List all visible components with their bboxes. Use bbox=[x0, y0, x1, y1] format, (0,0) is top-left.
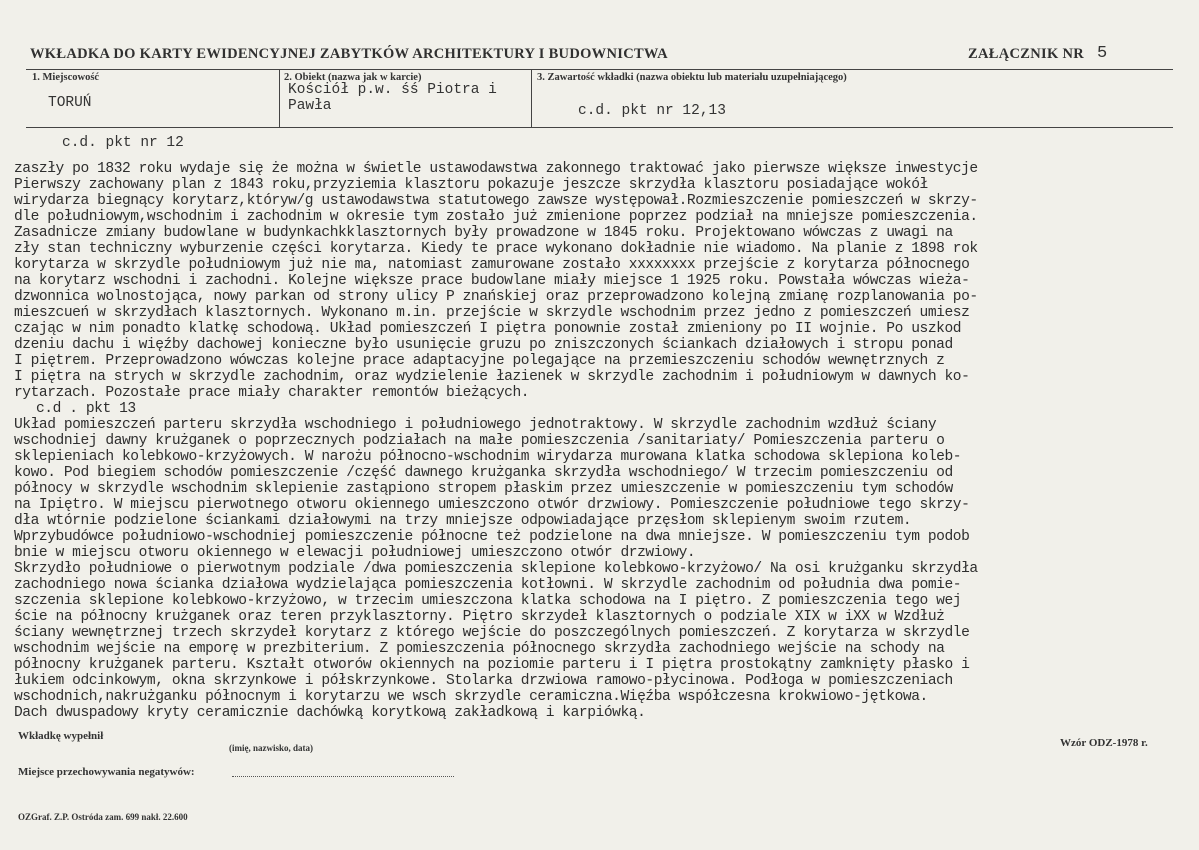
text-line: dle południowym,wschodnim i zachodnim w okresie tym zostało już zmienione poprzez podział na mniejsze pomieszczenia. bbox=[14, 209, 978, 225]
fields-bottom-rule bbox=[26, 127, 1173, 128]
text-line: sklepieniach kolebkowo-krzyżowych. W narożu północno-wschodnim wirydarza murowana klatka schodowa sklepiona koleb- bbox=[14, 449, 962, 465]
signature-label: Wkładkę wypełnił bbox=[18, 730, 104, 742]
print-info: OZGraf. Z.P. Ostróda zam. 699 nakł. 22.600 bbox=[18, 812, 188, 822]
text-line: wirydarza biegnący korytarz,któryw/g ustawodawstwa statutowego zawsze występował.Rozmieszczenie pomieszczeń w skrzy- bbox=[14, 193, 978, 209]
text-line: czając w nim ponadto klatkę schodową. Układ pomieszczeń I piętra ponownie został zmieniony po II wojnie. Po uszkod bbox=[14, 321, 962, 337]
location-label: 1. Miejscowość bbox=[32, 72, 100, 83]
text-line: zachodniego nowa ścianka działowa wydzielająca pomieszczenia kotłowni. W skrzydle zachodnim od południa dwa pomie- bbox=[14, 577, 962, 593]
text-line: rytarzach. Pozostałe prace miały charakter remontów bieżących. bbox=[14, 385, 530, 401]
text-line: północy w skrzydle wschodnim sklepienie zastąpiono stropem płaskim przez umieszczenie w pomieszczeniu tym schodów bbox=[14, 481, 953, 497]
text-line: dzwonnica wolnostojąca, nowy parkan od strony ulicy P znańskiej oraz przeprowadzono kolejną zmianę rozplanowania po- bbox=[14, 289, 978, 305]
text-line: korytarza w skrzydle południowym już nie ma, natomiast zamurowane zostało xxxxxxxx przejście z korytarza północnego bbox=[14, 257, 970, 273]
form-title: WKŁADKA DO KARTY EWIDENCYJNEJ ZABYTKÓW ARCHITEKTURY I BUDOWNICTWA bbox=[30, 46, 668, 62]
text-line: bnie w miejscu otworu okiennego w elewacji południowej umieszczono otwór drzwiowy. bbox=[14, 545, 696, 561]
text-line: wschodnich,nakrużganku północnym i korytarzu we wsch skrzydle ceramiczna.Więźba współczesna krokwiowo-jętkowa. bbox=[14, 689, 928, 705]
text-line: zaszły po 1832 roku wydaje się że można w świetle ustawodawstwa zakonnego traktować jako pierwsze większe inwestycje bbox=[14, 161, 978, 177]
storage-label: Miejsce przechowywania negatywów: bbox=[18, 766, 195, 778]
text-line: wschodnim wejście na emporę w prezbiterium. Z pomieszczenia północnego skrzydła zachodniego wejście na schody na bbox=[14, 641, 945, 657]
text-line: c.d . pkt 13 bbox=[36, 401, 136, 417]
text-line: Wprzybudówce południowo-wschodniej pomieszczenie północne też podzielone na dwa mniejsze. W pomieszczeniu tym podob bbox=[14, 529, 970, 545]
text-line: zły stan techniczny wyburzenie części korytarza. Kiedy te prace wykonano dokładnie nie wiadomo. Na planie z 1898 rok bbox=[14, 241, 978, 257]
text-line: Dach dwuspadowy kryty ceramicznie dachówką korytkową zakładkową i karpiówką. bbox=[14, 705, 646, 721]
text-line: dzeniu dachu i więźby dachowej konieczne było usunięcie gruzu po zniszczonych ściankach działowych i stropu ponad bbox=[14, 337, 953, 353]
object-value-line2: Pawła bbox=[288, 98, 332, 114]
field-divider-1 bbox=[279, 69, 280, 127]
location-value: TORUŃ bbox=[48, 95, 92, 111]
text-line: na korytarz wschodni i zachodni. Kolejne większe prace budowlane miały miejsce 1 1925 roku. Powstała wówczas wieża- bbox=[14, 273, 970, 289]
storage-dotted-line bbox=[232, 776, 454, 777]
text-line: łukiem odcinkowym, okna skrzynkowe i półskrzynkowe. Stolarka drzwiowa ramowo-płycinowa. Podłoga w pomieszczeniach bbox=[14, 673, 953, 689]
text-line: Pierwszy zachowany plan z 1843 roku,przyziemia klasztoru pokazuje jeszcze skrzydła klasztoru posiadające wokół bbox=[14, 177, 928, 193]
object-value-line1: Kościół p.w. śś Piotra i bbox=[288, 82, 497, 98]
header-rule bbox=[26, 69, 1173, 70]
text-line: I piętra na strych w skrzydle zachodnim, oraz wydzielenie łazienek w skrzydle zachodnim i południowym w dawnych ko- bbox=[14, 369, 970, 385]
text-line: ściany wewnętrznej trzech skrzydeł korytarz z którego wejście do poszczególnych pomieszczeń. Z korytarza w skrzydle bbox=[14, 625, 970, 641]
text-line: północny krużganek parteru. Kształt otworów okiennych na poziomie parteru i I piętra prostokątny zamknięty płasko i bbox=[14, 657, 970, 673]
text-line: na Ipiętro. W miejscu pierwotnego otworu okiennego umieszczono otwór drzwiowy. Pomieszczenie południowe tego skrzy- bbox=[14, 497, 970, 513]
content-value: c.d. pkt nr 12,13 bbox=[578, 103, 726, 119]
text-line: I piętrem. Przeprowadzono wówczas kolejne prace adaptacyjne polegające na przemieszczeniu schodów wewnętrznych z bbox=[14, 353, 945, 369]
attachment-label: ZAŁĄCZNIK NR bbox=[968, 46, 1084, 62]
text-line: mieszcueń w skrzydłach klasztornych. Wykonano m.in. przejście w skrzydle wschodnim przez jedno z pomieszczeń umiesz bbox=[14, 305, 970, 321]
text-line: Układ pomieszczeń parteru skrzydła wschodniego i południowego jednotraktowy. W skrzydle zachodnim wzdłuż ściany bbox=[14, 417, 937, 433]
text-line: dła wtórnie podzielone ściankami działowymi na trzy mniejsze odpowiadające przęsłom sklepienym swoim rzutem. bbox=[14, 513, 912, 529]
object-label: 2. Obiekt (nazwa jak w karcie) bbox=[284, 72, 422, 83]
section-12-heading: c.d. pkt nr 12 bbox=[62, 135, 184, 151]
text-line: Zasadnicze zmiany budowlane w budynkachkklasztornych były prowadzone w 1845 roku. Projektowano wówczas z uwagi na bbox=[14, 225, 953, 241]
text-line: kowo. Pod biegiem schodów pomieszczenie /część dawnego krużganka skrzydła wschodniego/ W trzecim pomieszczeniu od bbox=[14, 465, 953, 481]
text-line: ście na północny krużganek oraz teren przyklasztorny. Piętro skrzydeł klasztornych o podziale XIX w iXX w Wzdłuż bbox=[14, 609, 945, 625]
attachment-number: 5 bbox=[1097, 44, 1108, 63]
template-label: Wzór ODZ-1978 r. bbox=[1060, 737, 1148, 749]
field-divider-2 bbox=[531, 69, 532, 127]
text-line: wschodniej dawny krużganek o poprzecznych podziałach na małe pomieszczenia /sanitariaty/ Pomieszczenia parteru o bbox=[14, 433, 945, 449]
text-line: szczenia sklepione kolebkowo-krzyżowo, w trzecim umieszczona klatka schodowa na I piętro. Z pomieszczenia tego wej bbox=[14, 593, 962, 609]
content-label: 3. Zawartość wkładki (nazwa obiektu lub materiału uzupełniającego) bbox=[537, 72, 847, 83]
signature-hint: (imię, nazwisko, data) bbox=[229, 743, 313, 753]
text-line: Skrzydło południowe o pierwotnym podziale /dwa pomieszczenia sklepione kolebkowo-krzyżowo/ Na osi krużganku skrzydła bbox=[14, 561, 978, 577]
